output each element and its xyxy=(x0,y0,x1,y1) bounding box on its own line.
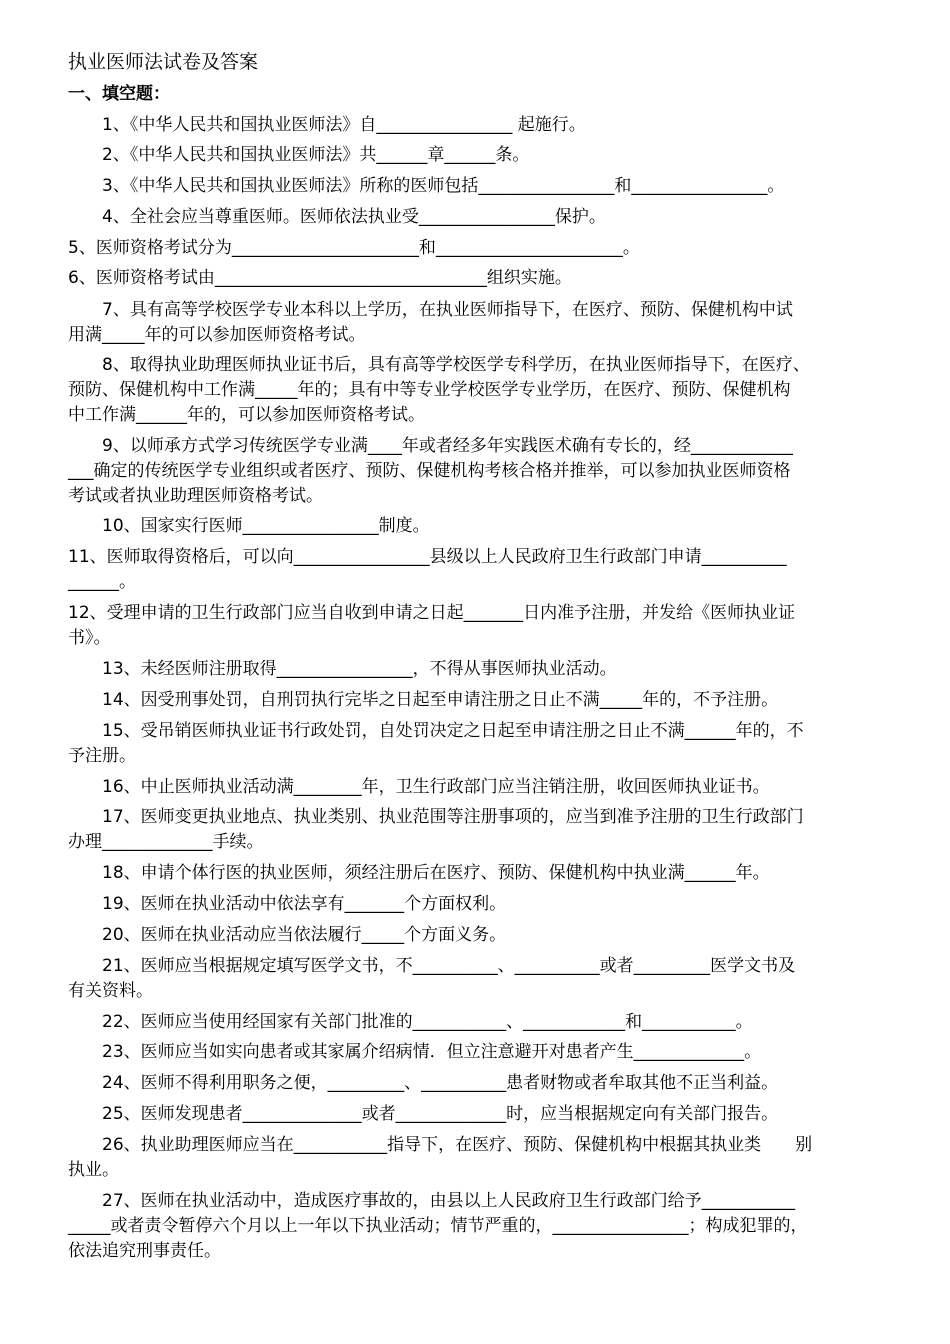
question-line: 27、医师在执业活动中，造成医疗事故的，由县以上人民政府卫生行政部门给予___________ xyxy=(68,1191,796,1211)
question-line: 依法追究刑事责任。 xyxy=(68,1241,221,1261)
question-line: 14、因受刑事处罚，自刑罚执行完毕之日起至申请注册之日止不满_____年的，不予注册。 xyxy=(68,690,779,710)
section-heading: 一、填空题： xyxy=(68,84,170,104)
question-line: 12、受理申请的卫生行政部门应当自收到申请之日起_______日内准予注册，并发给《医师执业证 xyxy=(68,603,796,623)
question-line: 18、申请个体行医的执业医师，须经注册后在医疗、预防、保健机构中执业满______年。 xyxy=(68,863,770,883)
question-line: 有关资料。 xyxy=(68,981,153,1001)
question-line: 20、医师在执业活动应当依法履行_____个方面义务。 xyxy=(68,925,507,945)
question-line: ___确定的传统医学专业组织或者医疗、预防、保健机构考核合格并推举，可以参加执业医师资格 xyxy=(68,461,791,481)
question-line: 考试或者执业助理医师资格考试。 xyxy=(68,486,323,506)
question-line: 4、全社会应当尊重医师。医师依法执业受________________保护。 xyxy=(68,207,606,227)
question-line: 24、医师不得利用职务之便，_________、__________患者财物或者牟取其他不正当利益。 xyxy=(68,1073,779,1093)
question-line: 17、医师变更执业地点、执业类别、执业范围等注册事项的，应当到准予注册的卫生行政部门 xyxy=(68,807,804,827)
question-line: 16、中止医师执业活动满________年，卫生行政部门应当注销注册，收回医师执业证书。 xyxy=(68,777,770,797)
question-line: 3、《中华人民共和国执业医师法》所称的医师包括________________和________________。 xyxy=(68,176,785,196)
question-line: ______。 xyxy=(68,572,136,592)
question-line: 13、未经医师注册取得________________，不得从事医师执业活动。 xyxy=(68,659,617,679)
question-line: 10、国家实行医师________________制度。 xyxy=(68,516,430,536)
question-line: 8、取得执业助理医师执业证书后，具有高等学校医学专科学历，在执业医师指导下，在医疗、 xyxy=(68,355,810,375)
question-line: 23、医师应当如实向患者或其家属介绍病情．但立注意避开对患者产生_____________。 xyxy=(68,1042,762,1062)
question-line: 6、医师资格考试由________________________________组织实施。 xyxy=(68,268,572,288)
question-line: 1、《中华人民共和国执业医师法》自________________ 起施行。 xyxy=(68,115,586,135)
question-line: 予注册。 xyxy=(68,746,136,766)
question-line: 执业。 xyxy=(68,1160,119,1180)
question-line: 用满_____年的可以参加医师资格考试。 xyxy=(68,325,366,345)
question-line: 7、具有高等学校医学专业本科以上学历，在执业医师指导下，在医疗、预防、保健机构中试 xyxy=(68,300,793,320)
question-line: _____或者责令暂停六个月以上一年以下执业活动；情节严重的，________________；构成犯罪的， xyxy=(68,1216,808,1236)
question-line: 中工作满______年的，可以参加医师资格考试。 xyxy=(68,405,425,425)
question-line: 25、医师发现患者______________或者_____________时，应当根据规定向有关部门报告。 xyxy=(68,1104,779,1124)
question-line: 21、医师应当根据规定填写医学文书，不__________、__________或者_________医学文书及 xyxy=(68,956,796,976)
question-line: 15、受吊销医师执业证书行政处罚，自处罚决定之日起至申请注册之日止不满______年的，不 xyxy=(68,721,804,741)
question-line: 5、医师资格考试分为______________________和______________________。 xyxy=(68,238,640,258)
question-line: 书》。 xyxy=(68,628,111,648)
question-line: 11、医师取得资格后，可以向________________县级以上人民政府卫生行政部门申请__________ xyxy=(68,547,787,567)
question-line: 9、以师承方式学习传统医学专业满____年或者经多年实践医术确有专长的，经____________ xyxy=(68,436,793,456)
question-line: 办理_____________手续。 xyxy=(68,832,264,852)
question-line: 2、《中华人民共和国执业医师法》共______章______条。 xyxy=(68,145,530,165)
question-line: 19、医师在执业活动中依法享有_______个方面权利。 xyxy=(68,894,507,914)
question-line: 22、医师应当使用经国家有关部门批准的___________、____________和___________。 xyxy=(68,1012,753,1032)
question-line: 预防、保健机构中工作满_____年的；具有中等专业学校医学专业学历，在医疗、预防、保健机构 xyxy=(68,380,791,400)
document-title: 执业医师法试卷及答案 xyxy=(68,51,259,73)
question-line: 26、执业助理医师应当在___________指导下，在医疗、预防、保健机构中根据其执业类 别 xyxy=(68,1135,813,1155)
